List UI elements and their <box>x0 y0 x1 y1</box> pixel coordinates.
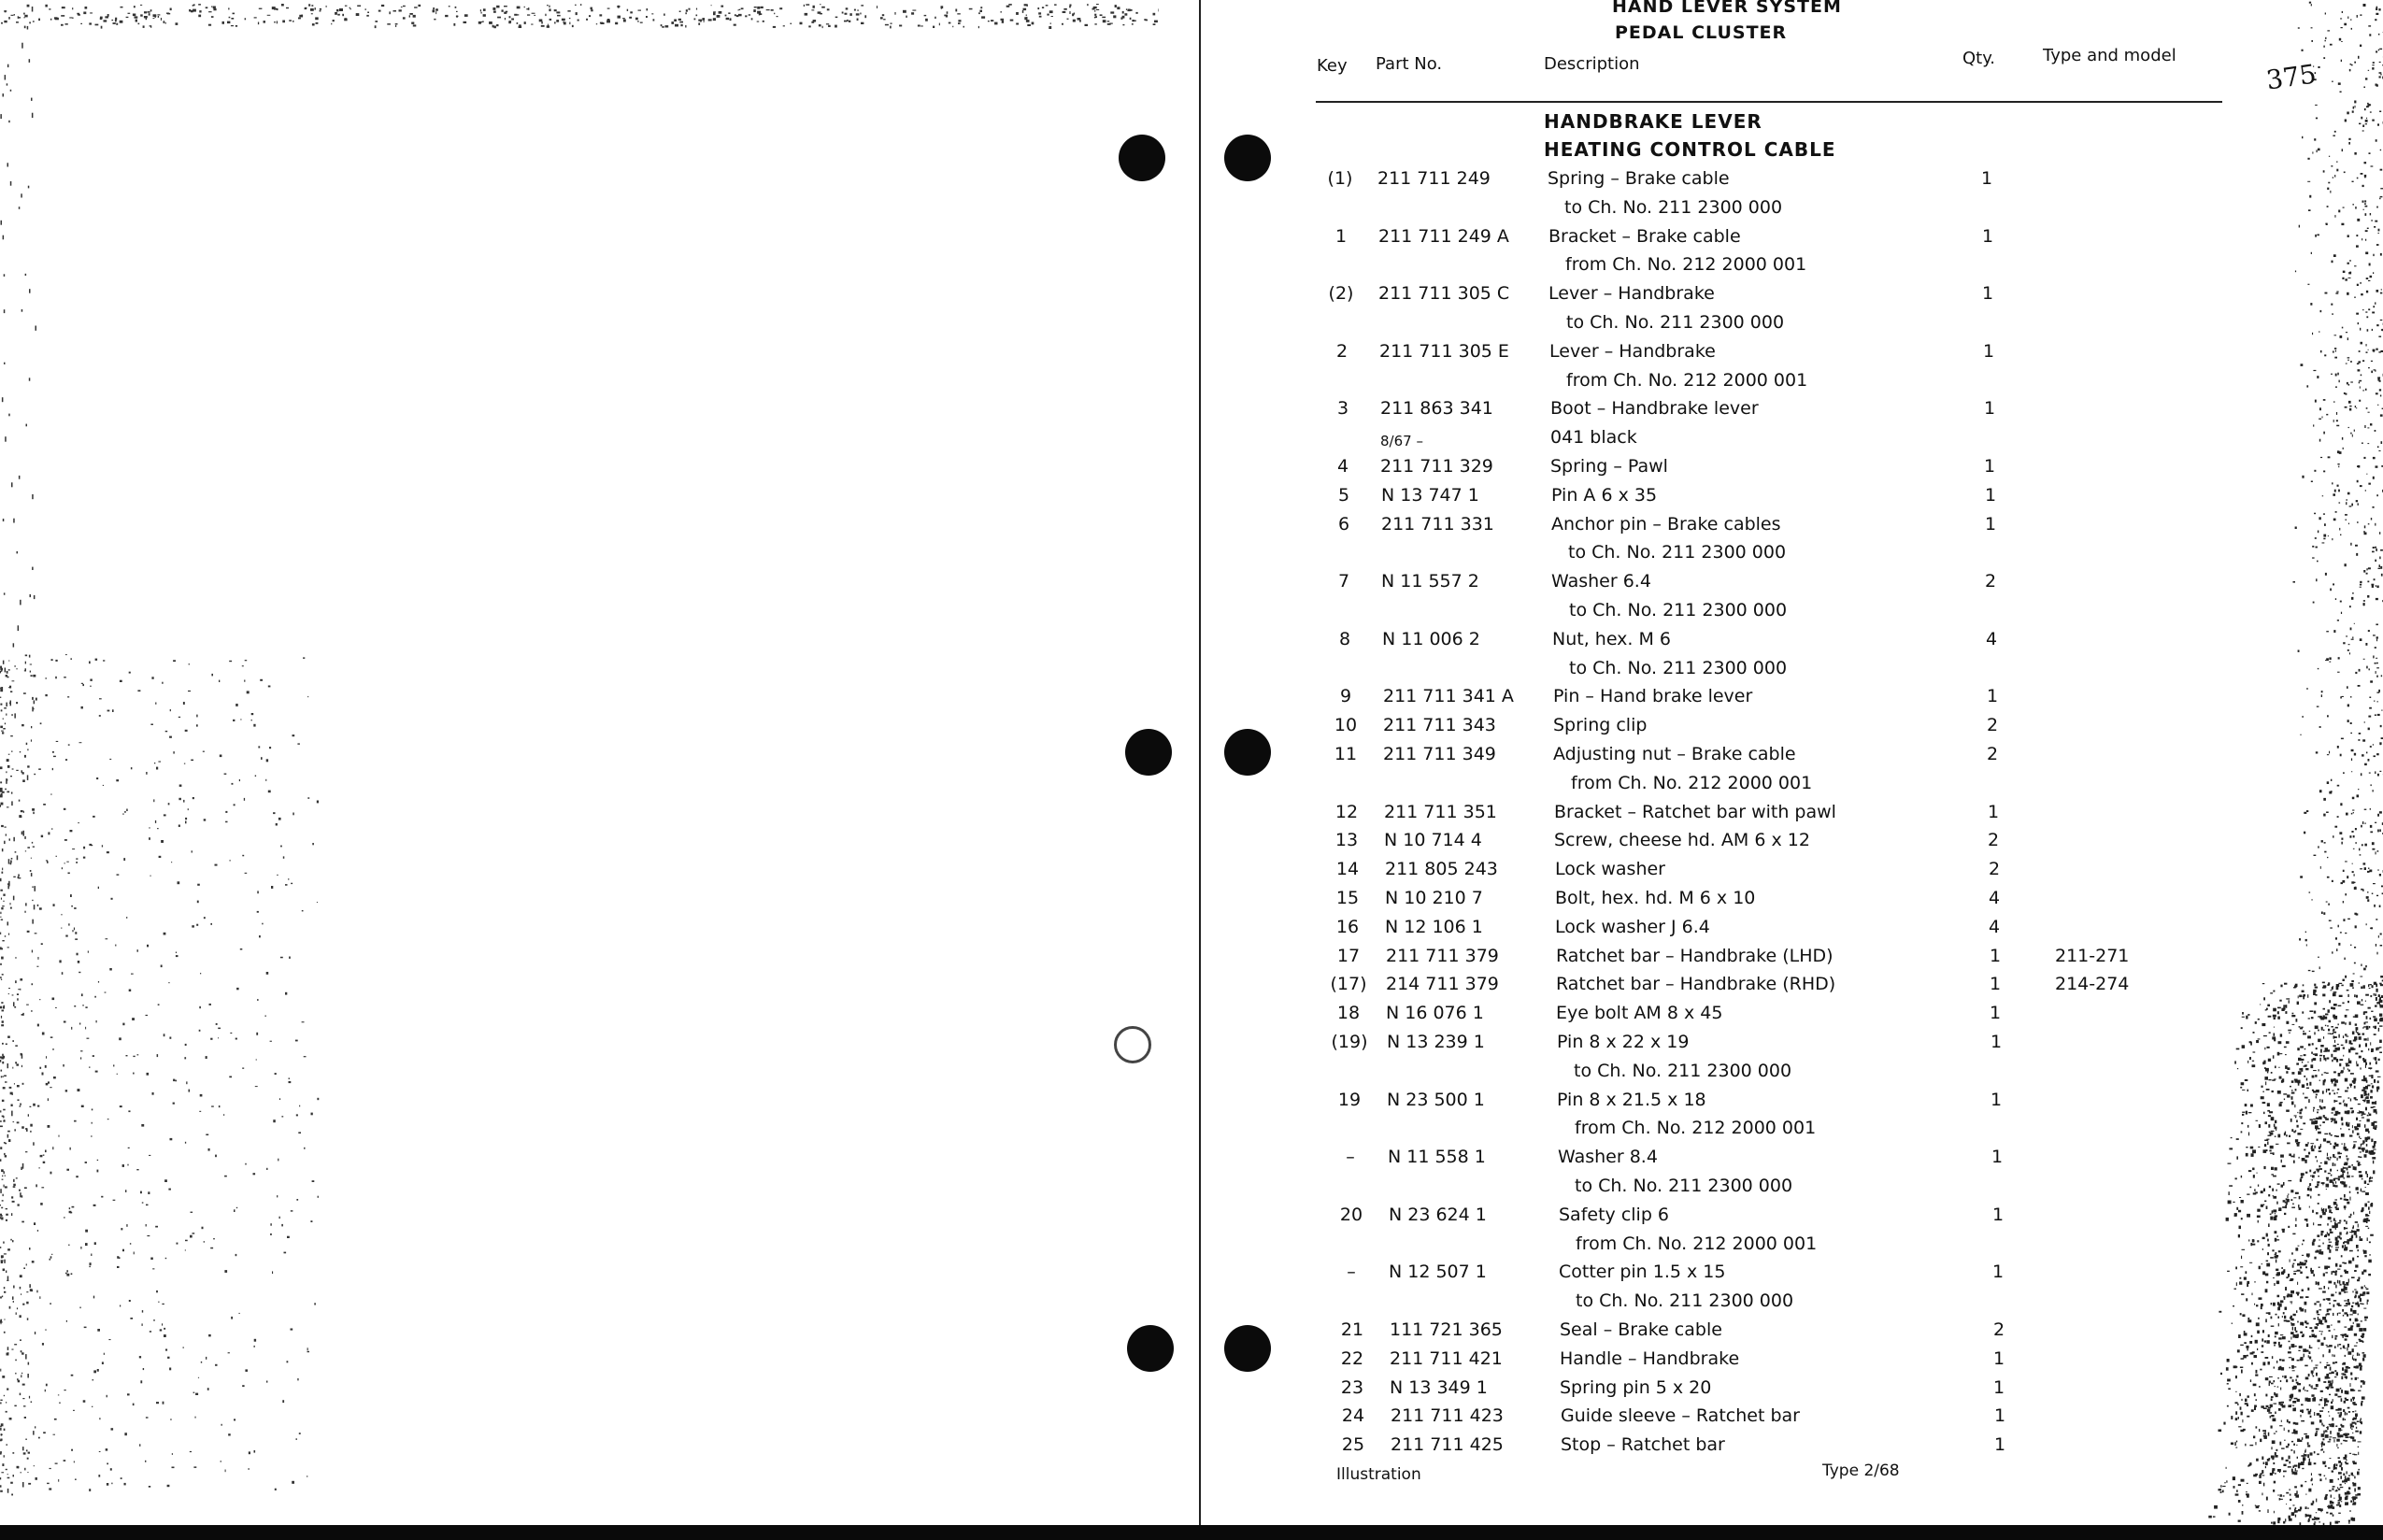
row-qty: 1 <box>1992 1205 2005 1225</box>
row-part-no: 211 711 351 <box>1384 802 1497 822</box>
row-part-no: N 10 210 7 <box>1385 888 1483 908</box>
row-description: Adjusting nut – Brake cable <box>1553 744 1796 764</box>
row-description: 041 black <box>1550 427 1637 448</box>
row-description: Spring pin 5 x 20 <box>1560 1377 1712 1398</box>
scan-noise-top <box>0 0 1159 37</box>
row-qty: 4 <box>1986 629 1998 649</box>
row-key: 14 <box>1335 859 1360 879</box>
row-part-no: N 12 106 1 <box>1385 917 1483 937</box>
row-qty: 2 <box>1988 830 2000 850</box>
row-type-model: 211-271 <box>2055 946 2130 966</box>
row-description: Lever – Handbrake <box>1548 283 1715 304</box>
binder-hole <box>1224 1325 1271 1372</box>
heading-line1: HAND LEVER SYSTEM <box>1612 0 1842 17</box>
binder-hole <box>1119 135 1165 181</box>
row-qty: 1 <box>1987 686 1999 706</box>
row-key: 20 <box>1339 1205 1363 1225</box>
binder-hole <box>1125 729 1172 776</box>
row-part-no: 211 711 331 <box>1381 514 1494 535</box>
row-part-no: N 12 507 1 <box>1389 1262 1487 1282</box>
row-description: Bracket – Ratchet bar with pawl <box>1554 802 1836 822</box>
row-qty: 1 <box>1984 456 1996 477</box>
row-description: Pin 8 x 22 x 19 <box>1557 1032 1690 1052</box>
row-part-no: 211 711 249 A <box>1378 226 1509 247</box>
row-qty: 2 <box>1993 1319 2005 1340</box>
row-part-no: 211 805 243 <box>1385 859 1498 879</box>
row-part-no: 111 721 365 <box>1390 1319 1503 1340</box>
binder-hole <box>1127 1325 1174 1372</box>
row-description: Spring – Brake cable <box>1548 168 1730 189</box>
row-part-no: N 11 558 1 <box>1388 1147 1486 1167</box>
row-qty: 1 <box>1991 1090 2003 1110</box>
row-description: Lock washer J 6.4 <box>1555 917 1710 937</box>
row-qty: 2 <box>1987 715 1999 735</box>
row-part-no: 211 711 425 <box>1391 1434 1504 1455</box>
row-key: 22 <box>1340 1348 1364 1369</box>
row-description: Pin A 6 x 35 <box>1551 485 1658 506</box>
row-key: 18 <box>1336 1003 1361 1023</box>
row-description: to Ch. No. 211 2300 000 <box>1569 600 1788 620</box>
row-part-no: 211 711 329 <box>1380 456 1493 477</box>
row-description: Screw, cheese hd. AM 6 x 12 <box>1554 830 1810 850</box>
row-description: to Ch. No. 211 2300 000 <box>1566 312 1785 333</box>
row-key: 1 <box>1334 226 1348 247</box>
row-key: – <box>1347 1262 1356 1282</box>
row-description: Ratchet bar – Handbrake (RHD) <box>1556 974 1836 994</box>
row-qty: 2 <box>1989 859 2001 879</box>
row-description: from Ch. No. 212 2000 001 <box>1566 370 1808 391</box>
row-key: (17) <box>1330 974 1367 994</box>
scan-noise-left <box>0 0 336 1525</box>
row-key: 3 <box>1336 398 1349 419</box>
row-qty: 1 <box>1985 485 1997 506</box>
row-qty: 1 <box>1993 1377 2005 1398</box>
row-qty: 1 <box>1992 1262 2005 1282</box>
row-qty: 1 <box>1982 226 1994 247</box>
row-description: Pin – Hand brake lever <box>1553 686 1753 706</box>
scan-noise-right-edge <box>2177 0 2383 1525</box>
row-part-no: 211 711 349 <box>1383 744 1496 764</box>
row-part-no: 211 711 379 <box>1386 946 1499 966</box>
row-key: 21 <box>1340 1319 1364 1340</box>
row-qty: 1 <box>1993 1348 2005 1369</box>
row-qty: 1 <box>1990 946 2002 966</box>
row-qty: 1 <box>1983 341 1995 362</box>
footer-illustration: Illustration <box>1336 1465 1421 1484</box>
row-description: Washer 6.4 <box>1551 571 1651 592</box>
row-part-no: N 11 557 2 <box>1381 571 1479 592</box>
row-description: to Ch. No. 211 2300 000 <box>1575 1176 1793 1196</box>
row-key: (19) <box>1331 1032 1368 1052</box>
row-part-no: 211 711 305 C <box>1378 283 1510 304</box>
row-description: Guide sleeve – Ratchet bar <box>1561 1405 1800 1426</box>
binder-hole <box>1224 729 1271 776</box>
row-part-no: N 11 006 2 <box>1382 629 1480 649</box>
row-key: 23 <box>1340 1377 1364 1398</box>
column-header-qty: Qty. <box>1962 49 1996 68</box>
row-description: to Ch. No. 211 2300 000 <box>1564 197 1783 218</box>
row-qty: 1 <box>1982 283 1994 304</box>
row-description: from Ch. No. 212 2000 001 <box>1565 254 1807 275</box>
row-description: Pin 8 x 21.5 x 18 <box>1557 1090 1706 1110</box>
row-key: – <box>1346 1147 1355 1167</box>
row-type-model: 214-274 <box>2055 974 2130 994</box>
row-qty: 1 <box>1994 1434 2006 1455</box>
row-part-no: 211 711 343 <box>1383 715 1496 735</box>
row-key: (2) <box>1328 283 1354 304</box>
row-part-no: N 13 239 1 <box>1387 1032 1485 1052</box>
row-description: to Ch. No. 211 2300 000 <box>1574 1061 1792 1081</box>
row-qty: 1 <box>1990 974 2002 994</box>
column-header-part-no: Part No. <box>1376 54 1443 74</box>
row-qty: 1 <box>1981 168 1993 189</box>
row-qty: 1 <box>1991 1032 2003 1052</box>
column-header-key: Key <box>1317 56 1348 76</box>
row-qty: 4 <box>1989 917 2001 937</box>
row-key: 7 <box>1337 571 1350 592</box>
row-part-no: 211 711 421 <box>1390 1348 1503 1369</box>
row-key: (1) <box>1327 168 1353 189</box>
row-description: Seal – Brake cable <box>1560 1319 1722 1340</box>
binder-hole-outline <box>1114 1026 1151 1063</box>
row-qty: 2 <box>1987 744 1999 764</box>
row-key: 24 <box>1341 1405 1365 1426</box>
row-qty: 1 <box>1985 514 1997 535</box>
row-description: to Ch. No. 211 2300 000 <box>1569 658 1788 678</box>
row-description: Handle – Handbrake <box>1560 1348 1740 1369</box>
row-qty: 1 <box>1991 1147 2004 1167</box>
row-description: Bolt, hex. hd. M 6 x 10 <box>1555 888 1756 908</box>
row-key: 11 <box>1334 744 1358 764</box>
row-key: 15 <box>1335 888 1360 908</box>
row-description: to Ch. No. 211 2300 000 <box>1576 1290 1794 1311</box>
row-key: 17 <box>1336 946 1361 966</box>
row-qty: 1 <box>1984 398 1996 419</box>
row-key: 4 <box>1336 456 1349 477</box>
row-part-no: 211 711 305 E <box>1379 341 1509 362</box>
row-key: 2 <box>1335 341 1348 362</box>
row-part-no: 211 711 249 <box>1377 168 1491 189</box>
row-part-no: 211 863 341 <box>1380 398 1493 419</box>
section-title-heating-control-cable: HEATING CONTROL CABLE <box>1544 138 1836 161</box>
row-part-no: 211 711 423 <box>1391 1405 1504 1426</box>
row-part-no: N 23 624 1 <box>1389 1205 1487 1225</box>
row-description: Cotter pin 1.5 x 15 <box>1559 1262 1726 1282</box>
row-description: Ratchet bar – Handbrake (LHD) <box>1556 946 1834 966</box>
row-part-no: N 16 076 1 <box>1386 1003 1484 1023</box>
row-part-no: 214 711 379 <box>1386 974 1499 994</box>
column-header-description: Description <box>1544 54 1640 74</box>
row-qty: 1 <box>1990 1003 2002 1023</box>
row-description: Lever – Handbrake <box>1549 341 1716 362</box>
row-key: 16 <box>1335 917 1360 937</box>
heading-line2: PEDAL CLUSTER <box>1615 22 1788 43</box>
row-qty: 2 <box>1985 571 1997 592</box>
row-part-no: 211 711 341 A <box>1383 686 1514 706</box>
row-key: 13 <box>1334 830 1359 850</box>
footer-type: Type 2/68 <box>1822 1462 1900 1480</box>
row-description: Eye bolt AM 8 x 45 <box>1556 1003 1723 1023</box>
row-description: Anchor pin – Brake cables <box>1551 514 1781 535</box>
row-part-no: N 23 500 1 <box>1387 1090 1485 1110</box>
row-description: Bracket – Brake cable <box>1548 226 1741 247</box>
row-key: 5 <box>1337 485 1350 506</box>
row-key: 9 <box>1339 686 1352 706</box>
row-qty: 1 <box>1988 802 2000 822</box>
row-key: 10 <box>1334 715 1358 735</box>
row-description: Nut, hex. M 6 <box>1552 629 1672 649</box>
row-description: Boot – Handbrake lever <box>1550 398 1759 419</box>
row-description: Lock washer <box>1555 859 1665 879</box>
row-description: Spring – Pawl <box>1550 456 1668 477</box>
page-spine <box>1199 0 1201 1525</box>
row-part-no: N 13 349 1 <box>1390 1377 1488 1398</box>
column-header-type-model: Type and model <box>2043 46 2176 65</box>
row-part-no: N 13 747 1 <box>1381 485 1479 506</box>
row-key: 8 <box>1338 629 1351 649</box>
row-key: 12 <box>1334 802 1359 822</box>
row-part-no: 8/67 – <box>1380 433 1423 449</box>
scan-bottom-edge <box>0 1525 2383 1540</box>
row-description: to Ch. No. 211 2300 000 <box>1568 542 1787 563</box>
binder-hole <box>1224 135 1271 181</box>
row-qty: 4 <box>1989 888 2001 908</box>
row-part-no: N 10 714 4 <box>1384 830 1482 850</box>
row-description: from Ch. No. 212 2000 001 <box>1575 1118 1817 1138</box>
row-description: Spring clip <box>1553 715 1648 735</box>
section-title-handbrake-lever: HANDBRAKE LEVER <box>1544 110 1762 133</box>
row-description: Stop – Ratchet bar <box>1561 1434 1725 1455</box>
row-description: from Ch. No. 212 2000 001 <box>1571 773 1813 793</box>
row-description: Washer 8.4 <box>1558 1147 1658 1167</box>
row-description: Safety clip 6 <box>1559 1205 1670 1225</box>
row-qty: 1 <box>1994 1405 2006 1426</box>
header-rule <box>1316 101 2222 103</box>
row-key: 25 <box>1341 1434 1365 1455</box>
row-key: 6 <box>1337 514 1350 535</box>
row-key: 19 <box>1337 1090 1362 1110</box>
row-description: from Ch. No. 212 2000 001 <box>1576 1233 1818 1254</box>
page-number: 375 <box>2263 58 2319 96</box>
